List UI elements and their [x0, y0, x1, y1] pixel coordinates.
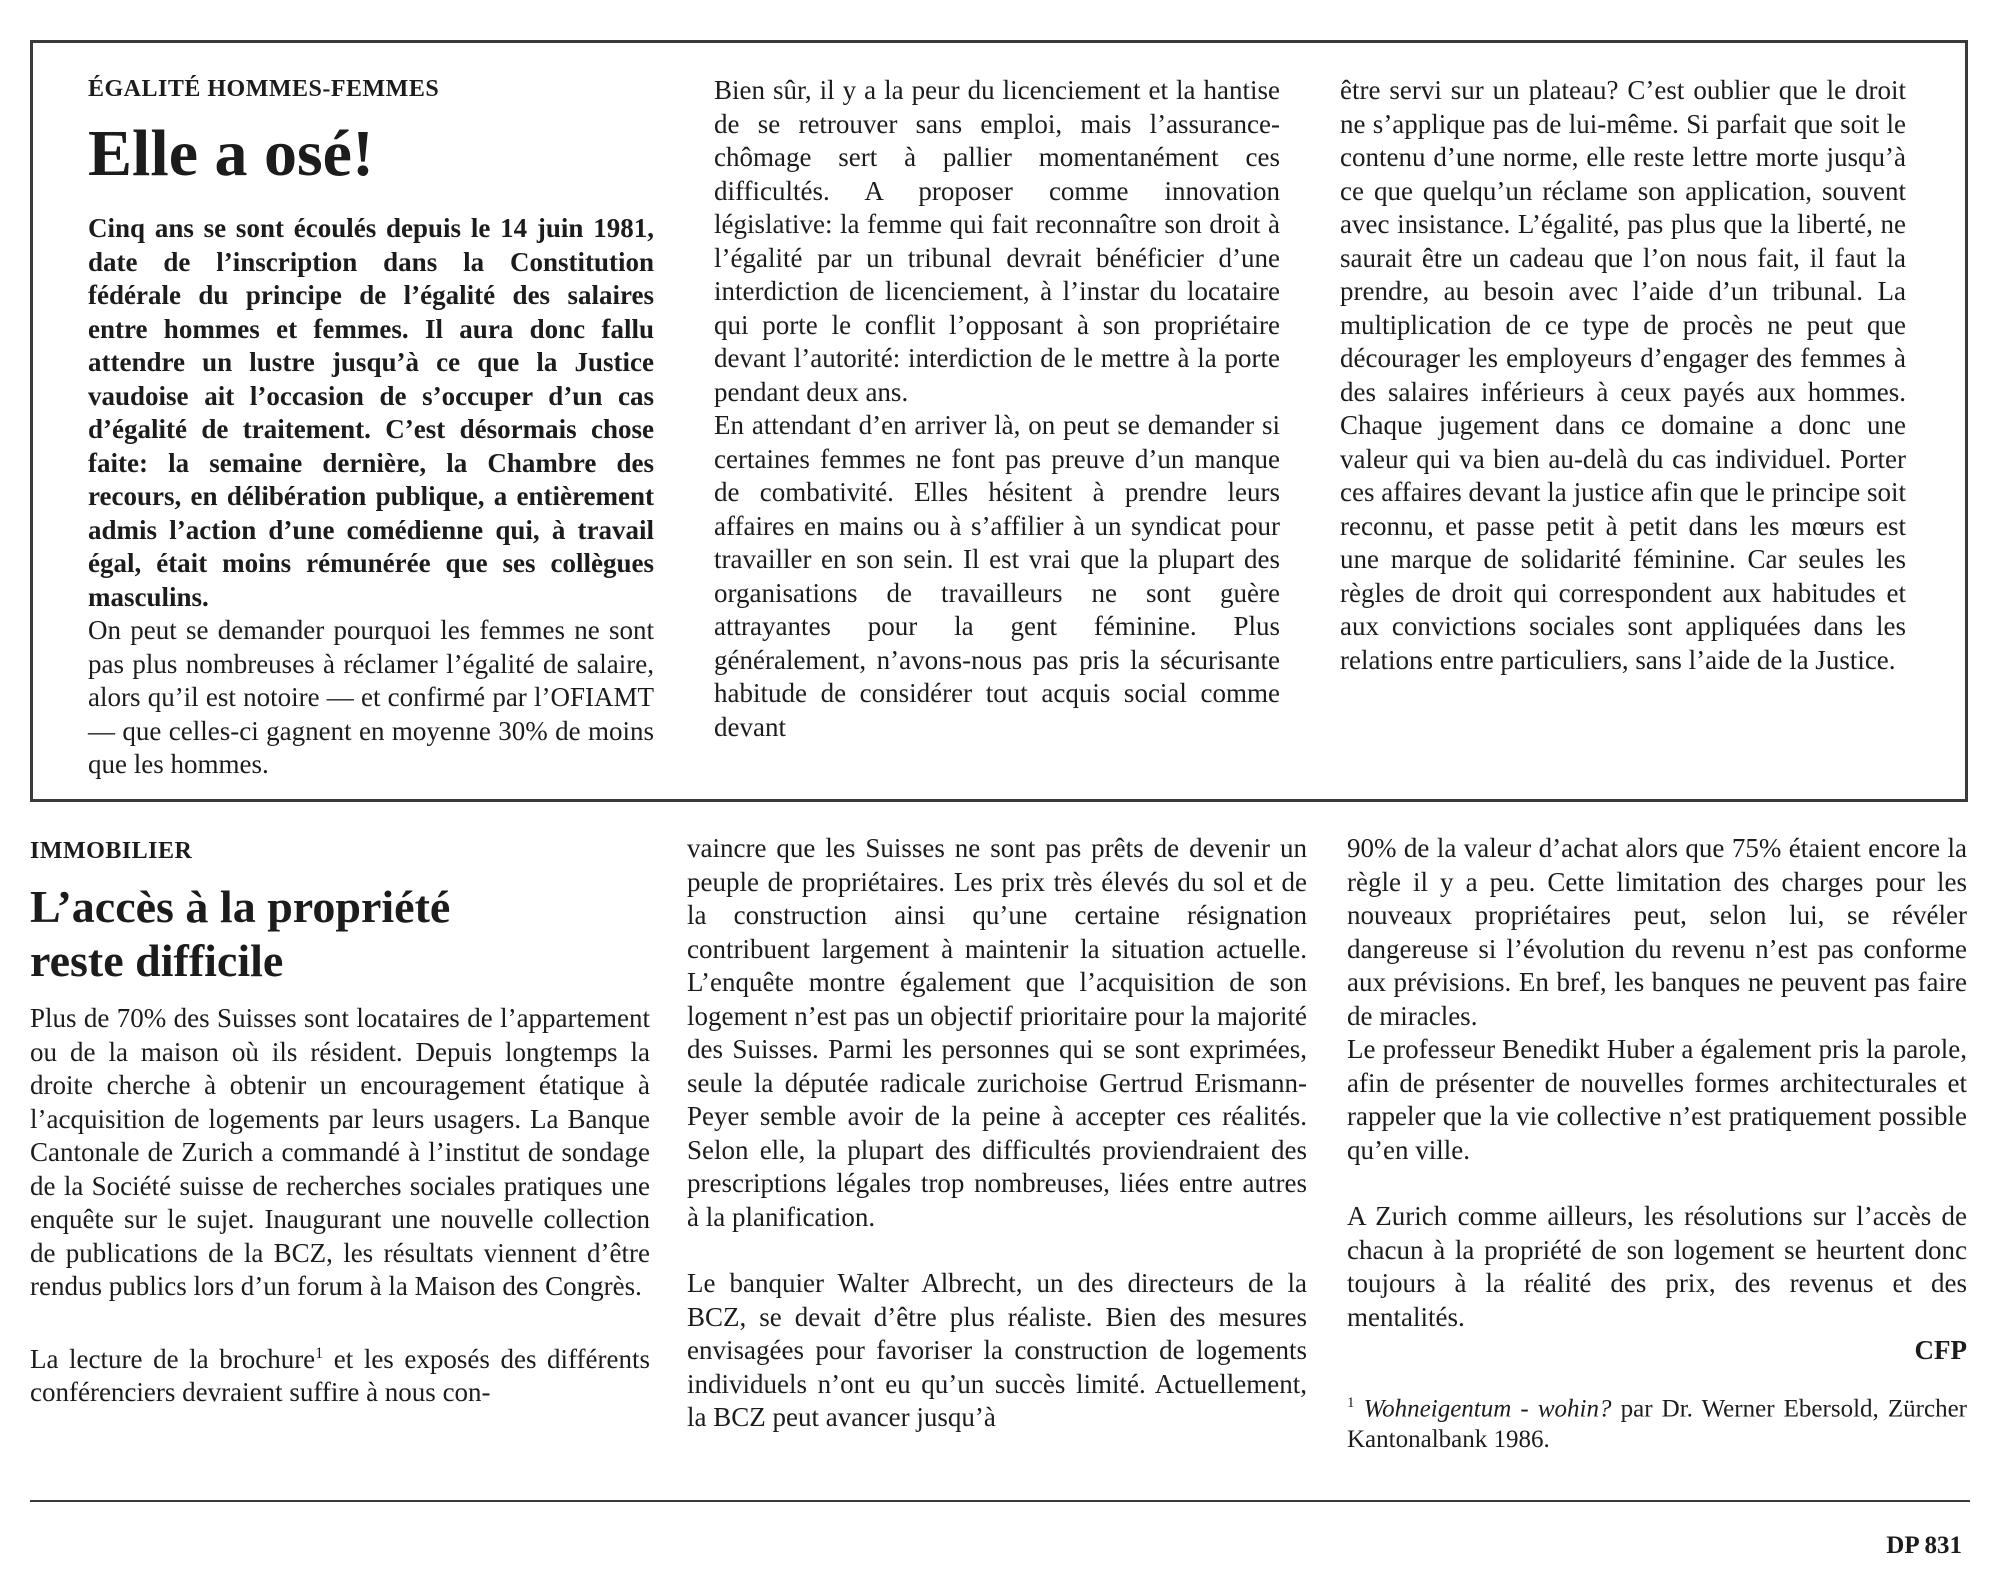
footnote	[1347, 1388, 1967, 1455]
article1-col1	[88, 74, 654, 782]
article1-col2	[714, 74, 1280, 744]
footnote-ref: 1	[315, 1344, 324, 1362]
article1-title: Elle a osé!	[88, 117, 374, 190]
article2-col3-p1: 90% de la valeur d’achat alors que 75% étaient encore la règle il y a peu. Cette limitation des charges pour les nouveaux propriétaires peut, selon lui, se révéler dangereuse si l’évolution du revenu n’est pas conforme aux prévisions. En bref, les banques ne peuvent pas faire de miracles.	[1347, 833, 1967, 1031]
article2-title	[30, 880, 650, 988]
article1-col3-text: être servi sur un plateau? C’est oublier que le droit ne s’applique pas de lui-même. Si parfait que soit le contenu d’une norme, elle reste lettre morte jusqu’à ce que quelqu’un réclame son application, souvent avec insistance. L’égalité, pas plus que la liberté, ne saurait être un cadeau que l’on nous fait, il faut la prendre, au besoin avec l’aide d’un tribunal. La multiplication de ce type de procès ne peut que décourager les employeurs d’engager des femmes à des salaires inférieurs à ceux payés aux hommes. Chaque jugement dans ce domaine a donc une valeur qui va bien au-delà du cas individuel. Porter ces affaires devant la justice afin que le principe soit reconnu, et passe petit à petit dans les mœurs est une marque de solidarité féminine. Car seules les règles de droit qui correspondent aux habitudes et aux convictions sociales sont appliquées dans les relations entre particuliers, sans l’aide de la Justice.	[1340, 75, 1906, 675]
article2-title-line1: L’accès à la propriété	[30, 881, 451, 932]
article2-col1-p2-before: La lecture de la brochure	[30, 1343, 316, 1374]
article2-kicker: IMMOBILIER	[30, 838, 193, 864]
article1-col3	[1340, 74, 1906, 677]
article2-col1	[30, 836, 650, 1410]
footnote-title: Wohneigentum - wohin?	[1363, 1394, 1612, 1422]
article2-col3-p3: A Zurich comme ailleurs, les résolutions sur l’accès de chacun à la propriété de son logement se heurtent donc toujours à la réalité des prix, des revenus et des mentalités.	[1347, 1201, 1967, 1332]
article1-col1-text: On peut se demander pourquoi les femmes ne sont pas plus nombreuses à réclamer l’égalité de salaire, alors qu’il est notoire — et confirmé par l’OFIAMT — que celles-ci gagnent en moyenne 30% de moins que les hommes.	[88, 615, 654, 779]
article2-title-line2: reste difficile	[30, 935, 284, 986]
article2-col2-p1: vaincre que les Suisses ne sont pas prêts de devenir un peuple de propriétaires. Les prix très élevés du sol et de la construction ainsi qu’une certaine résignation contribuent largement à maintenir la situation actuelle. L’enquête montre également que l’acquisition de son logement n’est pas un objectif prioritaire pour la majorité des Suisses. Parmi les personnes qui se sont exprimées, seule la députée radicale zurichoise Gertrud Erismann-Peyer semble avoir de la peine à accepter ces réalités. Selon elle, la plupart des difficultés proviendraient des prescriptions légales trop nombreuses, liées entre autres à la planification.	[687, 833, 1307, 1232]
article2-col3-p2: Le professeur Benedikt Huber a également pris la parole, afin de présenter de nouvelles formes architecturales et rappeler que la vie collective n’est pratiquement possible qu’en ville.	[1347, 1034, 1967, 1165]
article1-col2-p2: En attendant d’en arriver là, on peut se demander si certaines femmes ne font pas preuve d’un manque de combativité. Elles hésitent à prendre leurs affaires en mains ou à s’affilier à un syndicat pour travailler en son sein. Il est vrai que la plupart des organisations de travailleurs ne sont guère attrayantes pour la gent féminine. Plus généralement, n’avons-nous pas pris la sécurisante habitude de considérer tout acquis social comme devant	[714, 410, 1280, 742]
article2-col2	[687, 832, 1307, 1435]
article1-lead: Cinq ans se sont écoulés depuis le 14 juin 1981, date de l’inscription dans la Constitution fédérale du principe de l’égalité des salaires entre hommes et femmes. Il aura donc fallu attendre un lustre jusqu’à ce que la Justice vaudoise ait l’occasion de s’occuper d’un cas d’égalité de traitement. C’est désormais chose faite: la semaine dernière, la Chambre des recours, en délibération publique, a entièrement admis l’action d’une comédienne qui, à travail égal, était moins rémunérée que ses collègues masculins.	[88, 213, 654, 612]
article2-col2-p2: Le banquier Walter Albrecht, un des directeurs de la BCZ, se devait d’être plus réaliste. Bien des mesures envisagées pour favoriser la construction de logements individuels n’ont eu qu’un succès limité. Actuellement, la BCZ peut avancer jusqu’à	[687, 1268, 1307, 1432]
article1-kicker: ÉGALITÉ HOMMES-FEMMES	[88, 76, 440, 102]
article2-col1-p2-after: et les exposés des différents conférenciers devraient suffire à nous con-	[30, 1343, 650, 1407]
article1-col2-p1: Bien sûr, il y a la peur du licenciement et la hantise de se retrouver sans emploi, mais l’assurance-chômage sert à pallier momentanément ces difficultés. A proposer comme innovation législative: la femme qui fait reconnaître son droit à l’égalité par un tribunal devrait bénéficier d’une interdiction de licenciement, à l’instar du locataire qui porte le conflit l’opposant à son propriétaire devant l’autorité: interdiction de le mettre à la porte pendant deux ans.	[714, 75, 1280, 407]
footnote-rest: par Dr. Werner Ebersold, Zürcher Kantonalbank 1986.	[1347, 1394, 1968, 1453]
article2-col1-p1: Plus de 70% des Suisses sont locataires de l’appartement ou de la maison où ils résident. Depuis longtemps la droite cherche à obtenir un encouragement étatique à l’acquisition de logements par leurs usagers. La Banque Cantonale de Zurich a commandé à l’institut de sondage de la Société suisse de recherches sociales pratiques une enquête sur le sujet. Inaugurant une nouvelle collection de publications de la BCZ, les résultats viennent d’être rendus publics lors d’un forum à la Maison des Congrès.	[30, 1003, 650, 1301]
bottom-rule	[30, 1500, 1970, 1502]
article2-col3	[1347, 832, 1967, 1455]
page-number: DP 831	[1886, 1532, 1962, 1559]
footnote-mark: 1	[1347, 1394, 1355, 1411]
article2-col1-p2	[30, 1337, 650, 1410]
article2-signature: CFP	[1914, 1335, 1967, 1365]
